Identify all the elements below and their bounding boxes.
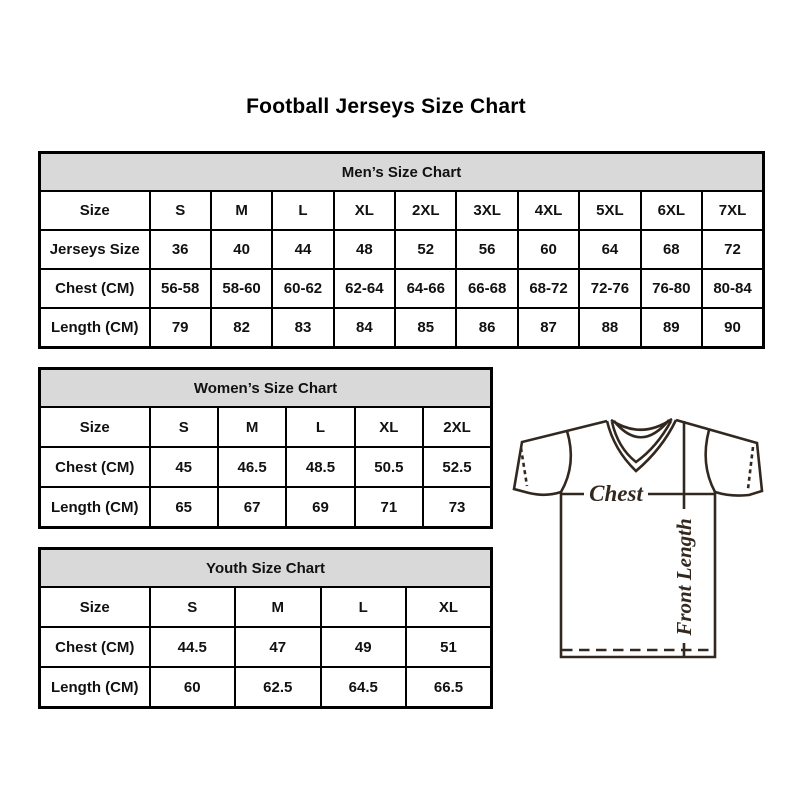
- value-cell: XL: [355, 407, 423, 447]
- row-label-cell: Chest (CM): [40, 269, 150, 308]
- value-cell: 62-64: [334, 269, 395, 308]
- value-cell: S: [150, 191, 211, 230]
- value-cell: 36: [150, 230, 211, 269]
- table-row: [40, 230, 764, 269]
- value-cell: 82: [211, 308, 272, 348]
- value-cell: 86: [456, 308, 517, 348]
- right-sleeve-seam: [706, 430, 715, 492]
- value-cell: 6XL: [641, 191, 702, 230]
- value-cell: S: [150, 407, 218, 447]
- value-cell: 5XL: [579, 191, 640, 230]
- jersey-measurement-diagram: [504, 406, 772, 664]
- row-label-cell: Size: [40, 191, 150, 230]
- row-label-cell: Length (CM): [40, 308, 150, 348]
- men-table-title: Men’s Size Chart: [40, 153, 764, 192]
- value-cell: 73: [423, 487, 491, 528]
- value-cell: 83: [272, 308, 333, 348]
- table-row: [40, 627, 492, 667]
- value-cell: 79: [150, 308, 211, 348]
- value-cell: M: [218, 407, 286, 447]
- value-cell: 64-66: [395, 269, 456, 308]
- value-cell: 48.5: [286, 447, 354, 487]
- value-cell: L: [272, 191, 333, 230]
- row-label-cell: Size: [40, 407, 150, 447]
- table-row: [40, 447, 492, 487]
- value-cell: 44.5: [150, 627, 236, 667]
- left-cuff-dashed-line: [521, 448, 527, 486]
- row-label-cell: Jerseys Size: [40, 230, 150, 269]
- value-cell: 71: [355, 487, 423, 528]
- value-cell: 47: [235, 627, 321, 667]
- value-cell: 64: [579, 230, 640, 269]
- left-sleeve-seam: [561, 431, 571, 492]
- value-cell: 4XL: [518, 191, 579, 230]
- value-cell: 46.5: [218, 447, 286, 487]
- table-row: [40, 587, 492, 627]
- value-cell: XL: [406, 587, 492, 627]
- row-label-cell: Length (CM): [40, 487, 150, 528]
- value-cell: 66-68: [456, 269, 517, 308]
- value-cell: 58-60: [211, 269, 272, 308]
- value-cell: 72: [702, 230, 763, 269]
- mens-size-table: [38, 151, 765, 349]
- value-cell: 87: [518, 308, 579, 348]
- value-cell: L: [321, 587, 407, 627]
- value-cell: 69: [286, 487, 354, 528]
- value-cell: 56: [456, 230, 517, 269]
- value-cell: 52: [395, 230, 456, 269]
- value-cell: 84: [334, 308, 395, 348]
- value-cell: 66.5: [406, 667, 492, 708]
- value-cell: 7XL: [702, 191, 763, 230]
- value-cell: 45: [150, 447, 218, 487]
- value-cell: 67: [218, 487, 286, 528]
- value-cell: 60: [518, 230, 579, 269]
- chest-label: Chest: [589, 481, 643, 506]
- youth-size-table: [38, 547, 493, 709]
- value-cell: 65: [150, 487, 218, 528]
- value-cell: M: [211, 191, 272, 230]
- youth-header-row: [40, 549, 492, 588]
- value-cell: 80-84: [702, 269, 763, 308]
- right-cuff-dashed-line: [748, 447, 753, 489]
- women-header-row: [40, 369, 492, 408]
- value-cell: 52.5: [423, 447, 491, 487]
- value-cell: L: [286, 407, 354, 447]
- value-cell: 60-62: [272, 269, 333, 308]
- value-cell: 44: [272, 230, 333, 269]
- jersey-outline-shape: [514, 420, 762, 657]
- value-cell: 49: [321, 627, 407, 667]
- table-row: [40, 407, 492, 447]
- table-row: [40, 191, 764, 230]
- value-cell: 64.5: [321, 667, 407, 708]
- value-cell: 50.5: [355, 447, 423, 487]
- value-cell: 62.5: [235, 667, 321, 708]
- value-cell: S: [150, 587, 236, 627]
- table-row: [40, 667, 492, 708]
- value-cell: 85: [395, 308, 456, 348]
- value-cell: 89: [641, 308, 702, 348]
- page-title: Football Jerseys Size Chart: [246, 95, 526, 118]
- youth-table-title: Youth Size Chart: [40, 549, 492, 588]
- row-label-cell: Length (CM): [40, 667, 150, 708]
- value-cell: 88: [579, 308, 640, 348]
- value-cell: XL: [334, 191, 395, 230]
- women-table-title: Women’s Size Chart: [40, 369, 492, 408]
- front-length-label: Front Length: [672, 518, 696, 636]
- row-label-cell: Chest (CM): [40, 627, 150, 667]
- table-row: [40, 269, 764, 308]
- value-cell: 68: [641, 230, 702, 269]
- value-cell: 56-58: [150, 269, 211, 308]
- row-label-cell: Chest (CM): [40, 447, 150, 487]
- value-cell: 3XL: [456, 191, 517, 230]
- value-cell: 72-76: [579, 269, 640, 308]
- value-cell: 60: [150, 667, 236, 708]
- table-row: [40, 308, 764, 348]
- value-cell: 76-80: [641, 269, 702, 308]
- value-cell: 2XL: [423, 407, 491, 447]
- value-cell: 68-72: [518, 269, 579, 308]
- womens-size-table: [38, 367, 493, 529]
- table-row: [40, 487, 492, 528]
- value-cell: M: [235, 587, 321, 627]
- value-cell: 90: [702, 308, 763, 348]
- value-cell: 48: [334, 230, 395, 269]
- collar-outer-line: [607, 420, 676, 471]
- men-header-row: [40, 153, 764, 192]
- jersey-diagram-svg: [504, 406, 772, 664]
- row-label-cell: Size: [40, 587, 150, 627]
- value-cell: 2XL: [395, 191, 456, 230]
- value-cell: 51: [406, 627, 492, 667]
- value-cell: 40: [211, 230, 272, 269]
